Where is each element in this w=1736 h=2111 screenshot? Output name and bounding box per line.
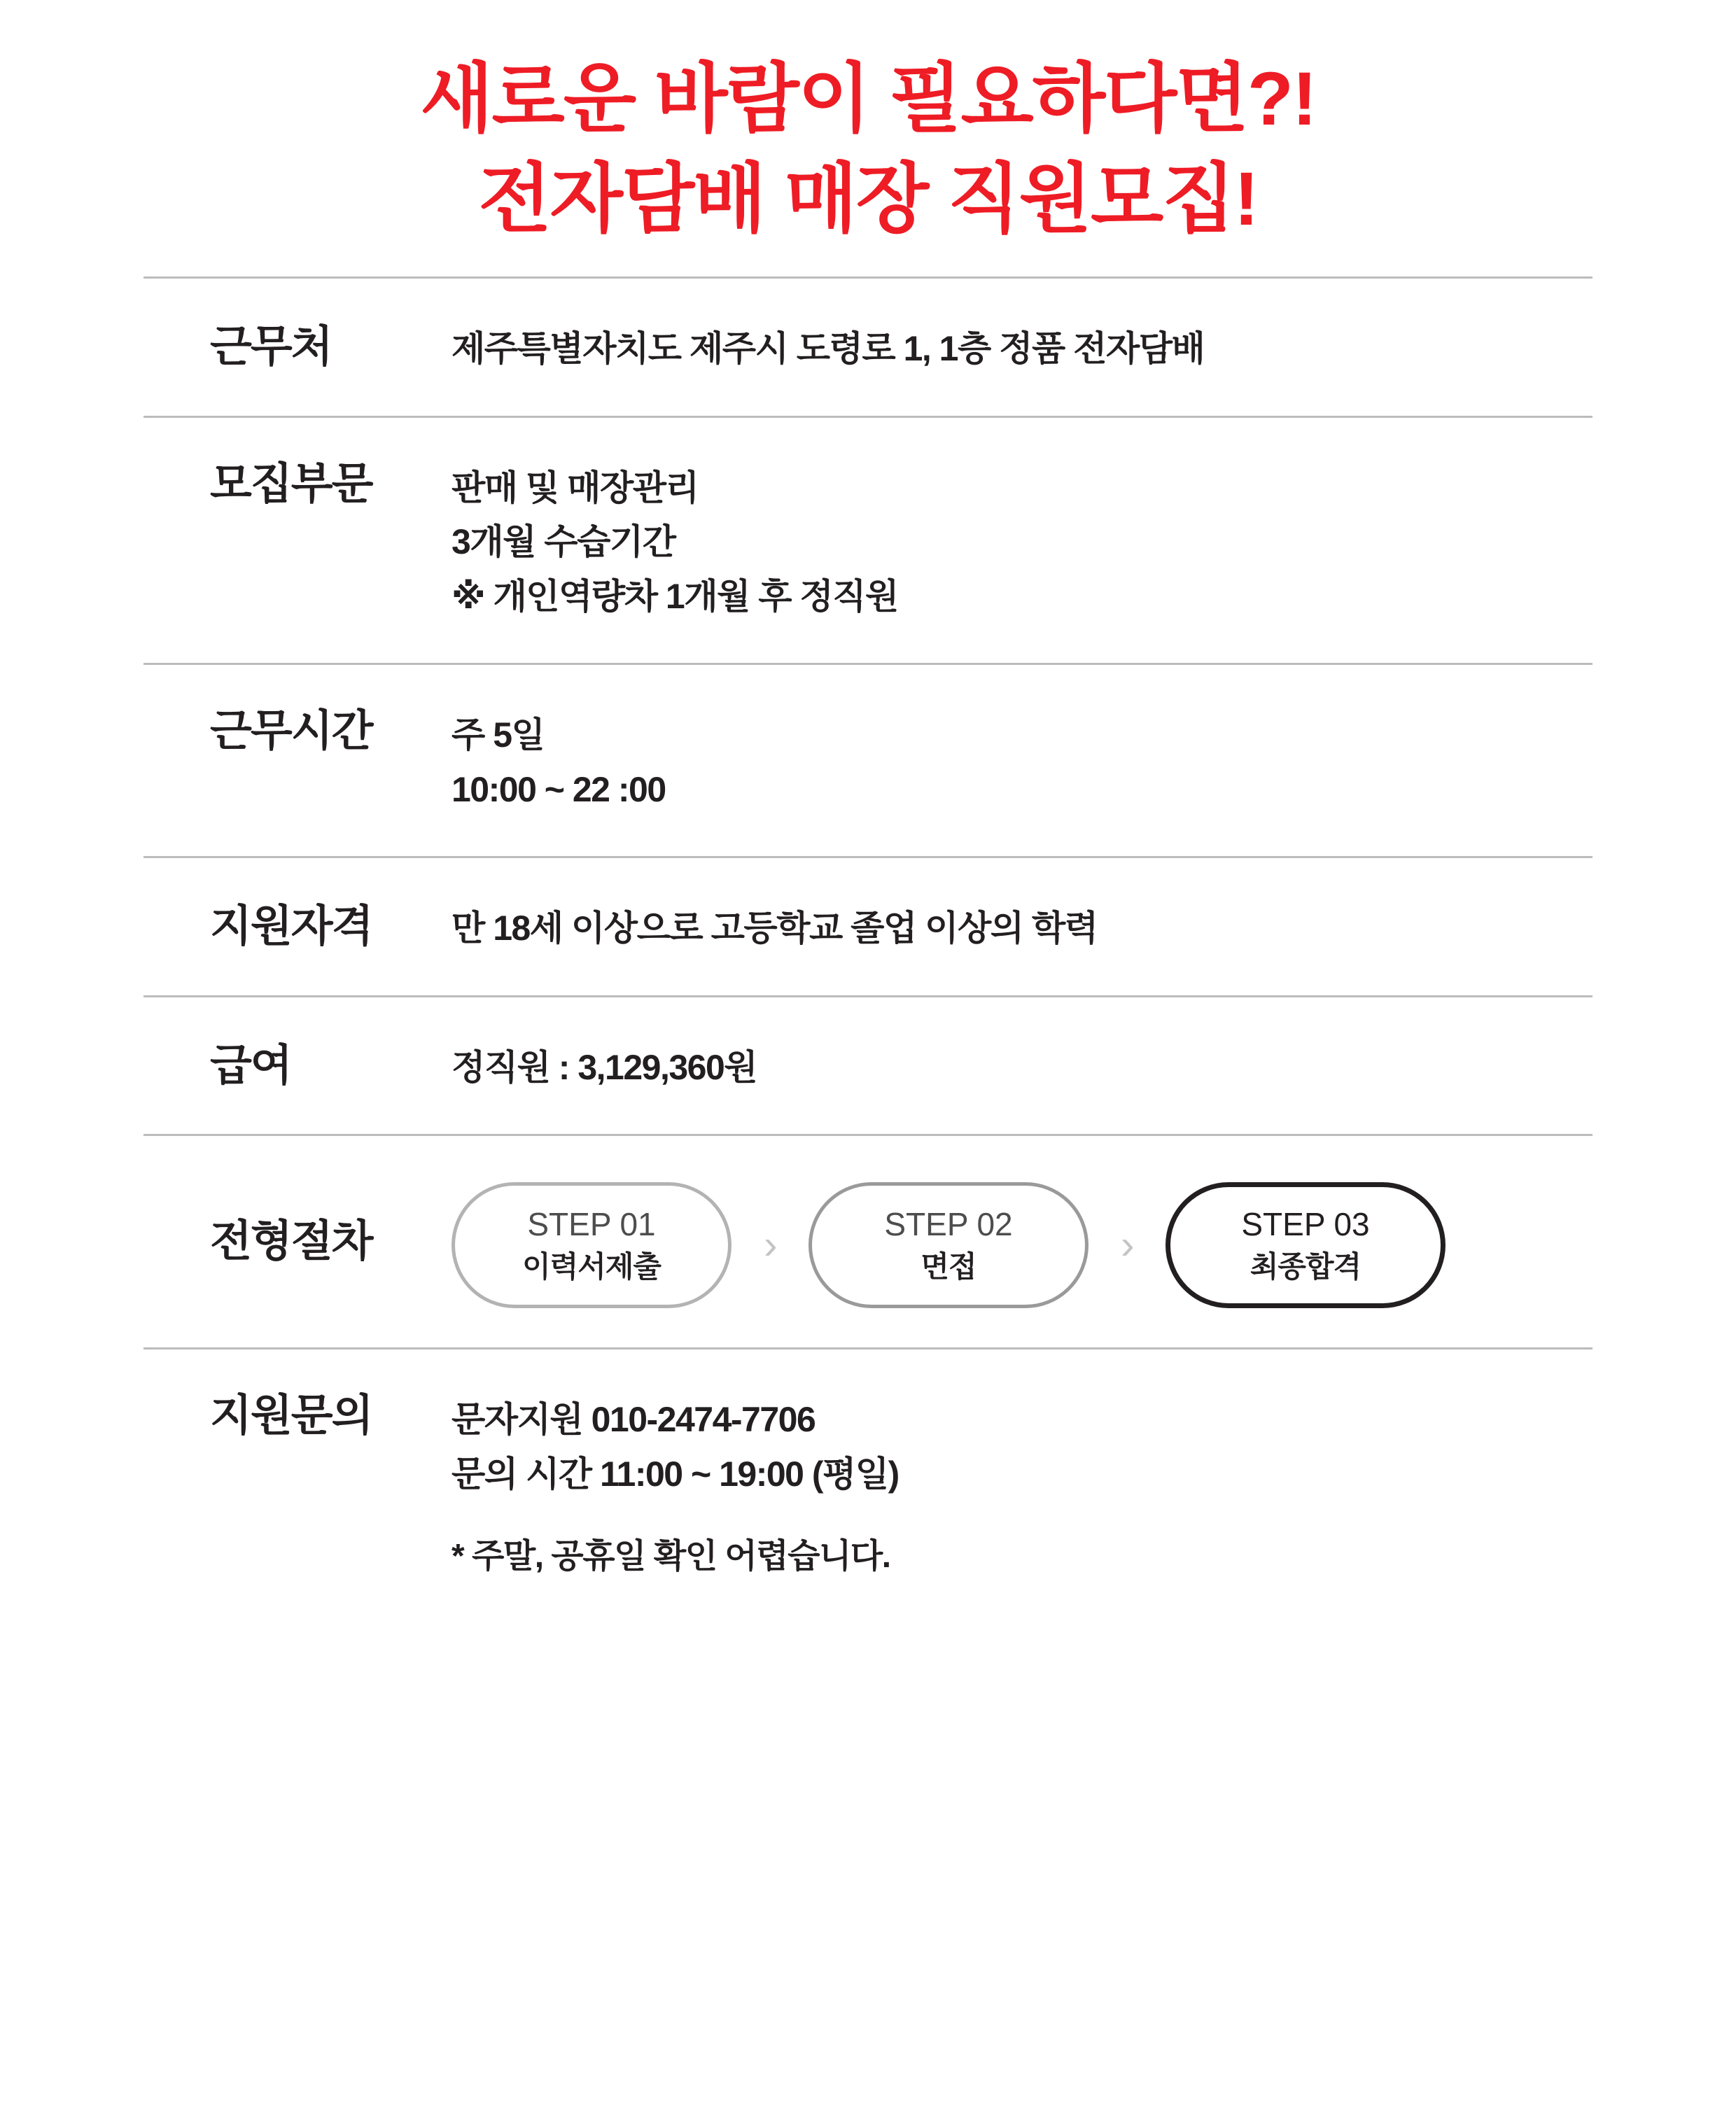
process-step-2-title: STEP 02 (884, 1206, 1013, 1243)
chevron-right-icon-1: › (764, 1222, 776, 1268)
info-table (144, 248, 1592, 1622)
table-row-process (144, 1134, 1592, 1347)
process-steps (451, 1179, 1592, 1308)
row-label-workplace: 근무처 (210, 323, 332, 372)
row-value-salary: 정직원 : 3,129,360원 (451, 1047, 757, 1087)
contact-line-2: 문의 시간 11:00 ~ 19:00 (평일) (451, 1454, 899, 1494)
process-step-3-title: STEP 03 (1241, 1206, 1370, 1243)
row-label-process: 전형절차 (210, 1217, 372, 1266)
contact-line-1: 문자지원 010-2474-7706 (451, 1400, 816, 1440)
chevron-right-icon-2: › (1121, 1222, 1133, 1268)
contact-spacer (451, 1501, 1592, 1531)
process-step-3-caption: 최종합격 (1250, 1249, 1362, 1283)
position-line-1: 판매 및 매장관리 (451, 468, 699, 507)
headline-line-2: 전자담배 매장 직원모집! (478, 155, 1258, 241)
process-step-1 (451, 1182, 732, 1308)
table-row-contact (144, 1347, 1592, 1622)
table-row-salary (144, 995, 1592, 1135)
row-value-workplace: 제주특별자치도 제주시 도령로 1, 1층 정품 전자담배 (451, 329, 1205, 369)
hours-line-2: 10:00 ~ 22 :00 (451, 769, 666, 809)
row-value-hours (451, 704, 1592, 817)
process-step-2-caption: 면접 (920, 1249, 976, 1283)
row-label-salary: 급여 (210, 1041, 291, 1090)
row-value-qualification: 만 18세 이상으로 고등학교 졸업 이상의 학력 (451, 909, 1098, 948)
process-step-1-caption: 이력서제출 (522, 1249, 661, 1283)
table-row-qualification (144, 856, 1592, 995)
row-label-qualification: 지원자격 (210, 902, 372, 951)
row-value-process (451, 1175, 1592, 1308)
contact-note: * 주말, 공휴일 확인 어렵습니다. (451, 1538, 890, 1576)
table-row-hours (144, 663, 1592, 856)
process-step-3 (1166, 1182, 1446, 1308)
process-step-2 (808, 1182, 1088, 1308)
table-row-position (144, 416, 1592, 664)
row-label-contact: 지원문의 (210, 1391, 372, 1440)
hours-line-1: 주 5일 (451, 715, 545, 755)
row-value-position (451, 457, 1592, 624)
page-title (0, 0, 1736, 248)
table-row-workplace (144, 276, 1592, 416)
position-line-3: ※ 개인역량차 1개월 후 정직원 (451, 576, 898, 616)
row-label-hours: 근무시간 (210, 707, 372, 756)
process-step-1-title: STEP 01 (527, 1206, 656, 1243)
row-label-position: 모집부문 (210, 459, 372, 508)
headline-line-1: 새로운 바람이 필요하다면?! (420, 56, 1316, 141)
row-value-contact (451, 1389, 1592, 1583)
position-line-2: 3개월 수습기간 (451, 522, 676, 562)
